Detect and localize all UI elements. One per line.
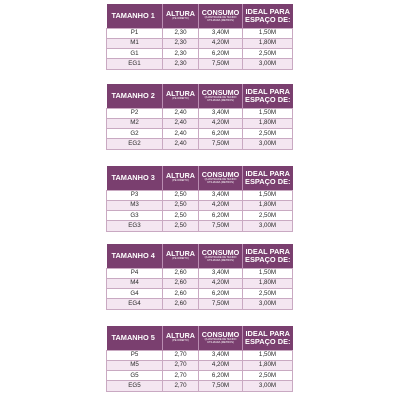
table-row xyxy=(107,268,293,278)
size-group-title: TAMANHO 1 xyxy=(107,4,163,28)
consumo-cell: 4,20M xyxy=(199,360,243,370)
ideal-cell: 3,00M xyxy=(243,139,293,149)
ideal-cell: 3,00M xyxy=(243,221,293,231)
consumo-cell: 3,40M xyxy=(199,108,243,118)
consumo-cell: 3,40M xyxy=(199,28,243,38)
altura-cell: 2,70 xyxy=(163,350,199,360)
altura-cell: 2,70 xyxy=(163,360,199,370)
altura-cell: 2,30 xyxy=(163,49,199,59)
altura-header xyxy=(163,84,199,108)
consumo-cell: 7,50M xyxy=(199,381,243,391)
ideal-cell: 2,50M xyxy=(243,49,293,59)
ideal-cell: 1,80M xyxy=(243,360,293,370)
table-row xyxy=(107,371,293,381)
altura-cell: 2,50 xyxy=(163,221,199,231)
ideal-header xyxy=(243,84,293,108)
altura-header xyxy=(163,166,199,190)
ideal-cell: 1,80M xyxy=(243,38,293,48)
ideal-cell: 1,50M xyxy=(243,190,293,200)
table-header-row xyxy=(107,244,293,268)
ideal-cell: 3,00M xyxy=(243,59,293,69)
consumo-sub-label: QUANTIDADE DE TECIDO UTILIZADA (METROS) xyxy=(204,255,237,262)
consumo-header xyxy=(199,84,243,108)
consumo-sub-label: QUANTIDADE DE TECIDO UTILIZADA (METROS) xyxy=(204,177,237,184)
consumo-cell: 6,20M xyxy=(199,49,243,59)
size-cell: M4 xyxy=(107,278,163,288)
ideal-label-line2: ESPAÇO DE: xyxy=(245,176,291,186)
ideal-cell: 3,00M xyxy=(243,299,293,309)
ideal-cell: 1,80M xyxy=(243,278,293,288)
ideal-header xyxy=(243,4,293,28)
altura-cell: 2,60 xyxy=(163,268,199,278)
table-row xyxy=(107,118,293,128)
altura-cell: 2,50 xyxy=(163,211,199,221)
altura-cell: 2,60 xyxy=(163,278,199,288)
altura-label: ALTURA xyxy=(165,89,195,99)
altura-cell: 2,30 xyxy=(163,38,199,48)
ideal-header xyxy=(243,326,293,350)
size-group-title: TAMANHO 5 xyxy=(107,326,163,350)
consumo-cell: 7,50M xyxy=(199,139,243,149)
size-cell: M5 xyxy=(107,360,163,370)
ideal-label-line1: IDEAL PARA xyxy=(245,86,290,96)
ideal-label-line2: ESPAÇO DE: xyxy=(245,254,291,264)
size-table xyxy=(106,84,293,150)
table-row xyxy=(107,381,293,391)
consumo-cell: 4,20M xyxy=(199,38,243,48)
altura-header xyxy=(163,326,199,350)
altura-label: ALTURA xyxy=(165,249,195,259)
size-table xyxy=(106,4,293,70)
size-cell: M3 xyxy=(107,200,163,210)
size-cell: G1 xyxy=(107,49,163,59)
altura-sub-label: (PÉ DIREITO) xyxy=(172,179,189,183)
size-cell: P2 xyxy=(107,108,163,118)
ideal-cell: 1,50M xyxy=(243,28,293,38)
altura-label: ALTURA xyxy=(165,331,195,341)
consumo-header xyxy=(199,4,243,28)
ideal-label-line2: ESPAÇO DE: xyxy=(245,336,291,346)
altura-cell: 2,40 xyxy=(163,118,199,128)
size-cell: M1 xyxy=(107,38,163,48)
size-cell: G4 xyxy=(107,289,163,299)
ideal-label-line1: IDEAL PARA xyxy=(245,246,290,256)
table-row xyxy=(107,139,293,149)
altura-header xyxy=(163,244,199,268)
altura-cell: 2,30 xyxy=(163,59,199,69)
size-cell: EG2 xyxy=(107,139,163,149)
table-header-row xyxy=(107,326,293,350)
altura-cell: 2,40 xyxy=(163,129,199,139)
consumo-cell: 3,40M xyxy=(199,350,243,360)
size-cell: M2 xyxy=(107,118,163,128)
ideal-cell: 3,00M xyxy=(243,381,293,391)
table-row xyxy=(107,59,293,69)
table-row xyxy=(107,278,293,288)
ideal-label-line1: IDEAL PARA xyxy=(245,6,290,16)
consumo-label: CONSUMO xyxy=(201,7,240,17)
consumo-cell: 7,50M xyxy=(199,59,243,69)
consumo-header xyxy=(199,326,243,350)
ideal-header xyxy=(243,166,293,190)
table-row xyxy=(107,190,293,200)
altura-cell: 2,50 xyxy=(163,200,199,210)
altura-cell: 2,60 xyxy=(163,299,199,309)
ideal-cell: 1,50M xyxy=(243,268,293,278)
altura-cell: 2,40 xyxy=(163,108,199,118)
table-row xyxy=(107,360,293,370)
size-table xyxy=(106,166,293,232)
table-header-row xyxy=(107,4,293,28)
altura-cell: 2,70 xyxy=(163,381,199,391)
consumo-cell: 4,20M xyxy=(199,118,243,128)
ideal-cell: 1,50M xyxy=(243,108,293,118)
table-header-row xyxy=(107,84,293,108)
table-row xyxy=(107,200,293,210)
table-row xyxy=(107,221,293,231)
table-row xyxy=(107,28,293,38)
ideal-label-line1: IDEAL PARA xyxy=(245,328,290,338)
consumo-label: CONSUMO xyxy=(201,169,240,179)
consumo-label: CONSUMO xyxy=(201,329,240,339)
size-cell: P5 xyxy=(107,350,163,360)
ideal-cell: 2,50M xyxy=(243,211,293,221)
ideal-cell: 2,50M xyxy=(243,371,293,381)
consumo-cell: 6,20M xyxy=(199,129,243,139)
table-row xyxy=(107,49,293,59)
consumo-cell: 6,20M xyxy=(199,289,243,299)
altura-cell: 2,60 xyxy=(163,289,199,299)
consumo-cell: 3,40M xyxy=(199,268,243,278)
ideal-cell: 1,50M xyxy=(243,350,293,360)
table-row xyxy=(107,350,293,360)
altura-sub-label: (PÉ DIREITO) xyxy=(172,339,189,343)
altura-cell: 2,30 xyxy=(163,28,199,38)
ideal-header xyxy=(243,244,293,268)
consumo-cell: 4,20M xyxy=(199,200,243,210)
altura-sub-label: (PÉ DIREITO) xyxy=(172,17,189,21)
ideal-label-line1: IDEAL PARA xyxy=(245,168,290,178)
size-cell: P4 xyxy=(107,268,163,278)
ideal-cell: 2,50M xyxy=(243,289,293,299)
consumo-sub-label: QUANTIDADE DE TECIDO UTILIZADA (METROS) xyxy=(204,15,237,22)
altura-sub-label: (PÉ DIREITO) xyxy=(172,257,189,261)
ideal-cell: 1,80M xyxy=(243,118,293,128)
size-cell: G2 xyxy=(107,129,163,139)
consumo-cell: 6,20M xyxy=(199,371,243,381)
table-row xyxy=(107,299,293,309)
ideal-label-line2: ESPAÇO DE: xyxy=(245,14,291,24)
table-header-row xyxy=(107,166,293,190)
size-table xyxy=(106,326,293,392)
consumo-label: CONSUMO xyxy=(201,247,240,257)
size-cell: EG3 xyxy=(107,221,163,231)
altura-label: ALTURA xyxy=(165,9,195,19)
consumo-cell: 4,20M xyxy=(199,278,243,288)
consumo-cell: 6,20M xyxy=(199,211,243,221)
table-row xyxy=(107,108,293,118)
ideal-cell: 1,80M xyxy=(243,200,293,210)
size-cell: P3 xyxy=(107,190,163,200)
ideal-cell: 2,50M xyxy=(243,129,293,139)
table-row xyxy=(107,129,293,139)
consumo-cell: 3,40M xyxy=(199,190,243,200)
table-row xyxy=(107,289,293,299)
altura-cell: 2,70 xyxy=(163,371,199,381)
consumo-cell: 7,50M xyxy=(199,221,243,231)
size-cell: G5 xyxy=(107,371,163,381)
altura-sub-label: (PÉ DIREITO) xyxy=(172,97,189,101)
consumo-cell: 7,50M xyxy=(199,299,243,309)
size-cell: EG1 xyxy=(107,59,163,69)
size-group-title: TAMANHO 3 xyxy=(107,166,163,190)
size-cell: EG5 xyxy=(107,381,163,391)
size-cell: P1 xyxy=(107,28,163,38)
consumo-label: CONSUMO xyxy=(201,87,240,97)
size-cell: EG4 xyxy=(107,299,163,309)
size-table xyxy=(106,244,293,310)
ideal-label-line2: ESPAÇO DE: xyxy=(245,94,291,104)
size-group-title: TAMANHO 2 xyxy=(107,84,163,108)
consumo-sub-label: QUANTIDADE DE TECIDO UTILIZADA (METROS) xyxy=(204,337,237,344)
consumo-header xyxy=(199,244,243,268)
size-group-title: TAMANHO 4 xyxy=(107,244,163,268)
altura-cell: 2,50 xyxy=(163,190,199,200)
size-cell: G3 xyxy=(107,211,163,221)
consumo-header xyxy=(199,166,243,190)
altura-label: ALTURA xyxy=(165,171,195,181)
altura-cell: 2,40 xyxy=(163,139,199,149)
table-row xyxy=(107,211,293,221)
altura-header xyxy=(163,4,199,28)
consumo-sub-label: QUANTIDADE DE TECIDO UTILIZADA (METROS) xyxy=(204,95,237,102)
table-row xyxy=(107,38,293,48)
